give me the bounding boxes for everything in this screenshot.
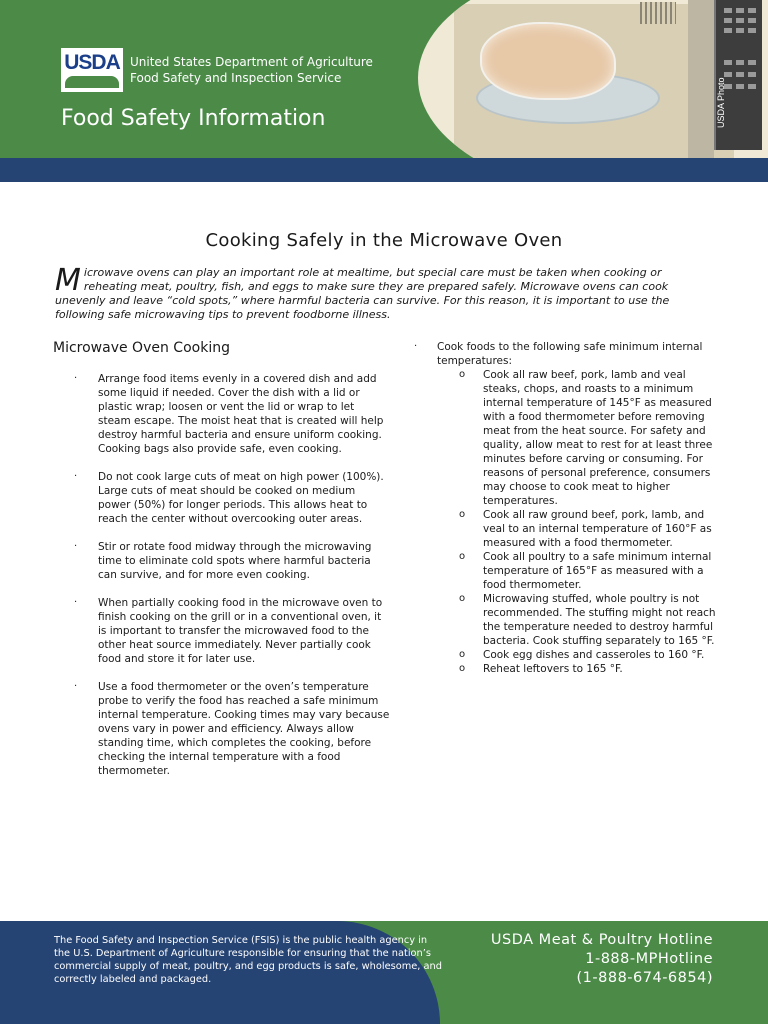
sub-list-item-text: Reheat leftovers to 165 °F.: [483, 663, 623, 675]
bullet-icon: ·: [74, 597, 78, 608]
list-item-text: Use a food thermometer or the oven’s temperature probe to verify the food has reached a safe minimum internal temperature. Cooking times may vary because ovens vary in power and efficiency. Always allow standing time, which completes the cooking, before checking the internal temperature with a food thermometer.: [98, 681, 390, 777]
sub-list-item: [459, 550, 724, 592]
usda-logo-field-icon: [65, 76, 119, 88]
list-item-text: Do not cook large cuts of meat on high power (100%). Large cuts of meat should be cooked on medium power (50%) for longer periods. This allows heat to reach the center without overcooking outer areas.: [98, 471, 384, 525]
sub-list-item-text: Microwaving stuffed, whole poultry is not recommended. The stuffing might not reach the temperature needed to destroy harmful bacteria. Cook stuffing separately to 165 °F.: [483, 593, 716, 647]
fsis-description: The Food Safety and Inspection Service (FSIS) is the public health agency in the U.S. Department of Agriculture responsible for ensuring that the nation’s commercial supply of meat, poultry, and egg products is safe, wholesome, and correctly labeled and packaged.: [54, 935, 442, 985]
circle-bullet-icon: o: [459, 663, 466, 674]
section-heading: Microwave Oven Cooking: [53, 340, 230, 356]
sub-list-item-text: Cook all raw beef, pork, lamb and veal steaks, chops, and roasts to a minimum internal temperature of 145°F as measured with a food thermometer before removing meat from the heat source. For safety and quality, allow meat to rest for at least three minutes before carving or consuming. For reasons of personal preference, consumers may choose to cook meat to higher temperatures.: [483, 369, 713, 507]
photo-credit: USDA Photo: [716, 77, 726, 128]
header-title: Food Safety Information: [61, 106, 326, 131]
list-item: [74, 470, 390, 526]
temperature-sub-list: [459, 368, 724, 676]
sub-list-item: [459, 648, 724, 662]
hotline-number: 1-888-MPHotline: [585, 951, 713, 967]
temperature-intro-text: Cook foods to the following safe minimum internal temperatures:: [437, 341, 703, 367]
list-item-text: Arrange food items evenly in a covered dish and add some liquid if needed. Cover the dish with a lid or plastic wrap; loosen or vent the lid or wrap to let steam escape. The moist heat that is created will help destroy harmful bacteria and ensure uniform cooking. Cooking bags also provide safe, even cooking.: [98, 373, 384, 455]
sub-list-item: [459, 508, 724, 550]
list-item: [74, 596, 390, 666]
bullet-icon: ·: [74, 681, 78, 692]
intro-text: icrowave ovens can play an important role at mealtime, but special care must be taken when cooking or reheating meat, poultry, fish, and eggs to make sure they are prepared safely. Microwave ovens can cook unevenly and leave “cold spots,” where harmful bacteria can survive. For this reason, it is important to use the following safe microwaving tips to prevent foodborne illness.: [55, 266, 670, 321]
list-item: [74, 540, 390, 582]
list-item-text: Stir or rotate food midway through the microwaving time to eliminate cold spots where harmful bacteria can survive, and for more even cooking.: [98, 541, 372, 581]
sub-list-item-text: Cook all poultry to a safe minimum internal temperature of 165°F as measured with a food thermometer.: [483, 551, 712, 591]
sub-list-item: [459, 368, 724, 508]
page-title: Cooking Safely in the Microwave Oven: [205, 230, 563, 251]
sub-list-item: [459, 592, 724, 648]
chicken-in-bag: [480, 22, 616, 100]
usda-logo: [61, 48, 123, 92]
sub-list-item: [459, 662, 724, 676]
bullet-icon: ·: [414, 341, 418, 352]
agency-name: United States Department of Agriculture: [130, 55, 373, 69]
intro-paragraph: [55, 263, 715, 322]
circle-bullet-icon: o: [459, 593, 466, 604]
circle-bullet-icon: o: [459, 551, 466, 562]
list-item: [74, 680, 390, 778]
sub-list-item-text: Cook egg dishes and casseroles to 160 °F.: [483, 649, 705, 661]
header-banner: [0, 0, 768, 158]
temperature-intro-item: [414, 340, 724, 368]
right-column: [414, 340, 724, 676]
bullet-icon: ·: [74, 541, 78, 552]
bullet-icon: ·: [74, 471, 78, 482]
left-bullet-list: [74, 372, 390, 792]
header-blue-band: [0, 158, 768, 182]
circle-bullet-icon: o: [459, 509, 466, 520]
hotline-digits: (1-888-674-6854): [576, 970, 713, 986]
oven-door-frame: [688, 0, 714, 158]
oven-vent: [640, 2, 676, 24]
list-item: [74, 372, 390, 456]
usda-logo-text: USDA: [64, 51, 120, 74]
hotline-title: USDA Meat & Poultry Hotline: [490, 932, 713, 948]
bullet-icon: ·: [74, 373, 78, 384]
circle-bullet-icon: o: [459, 649, 466, 660]
circle-bullet-icon: o: [459, 369, 466, 380]
intro-dropcap: M: [55, 263, 81, 298]
sub-list-item-text: Cook all raw ground beef, pork, lamb, and veal to an internal temperature of 160°F as measured with a food thermometer.: [483, 509, 712, 549]
list-item-text: When partially cooking food in the microwave oven to finish cooking on the grill or in a conventional oven, it is important to transfer the microwaved food to the other heat source immediately. Never partially cook food and store it for later use.: [98, 597, 383, 665]
agency-subname: Food Safety and Inspection Service: [130, 71, 342, 85]
